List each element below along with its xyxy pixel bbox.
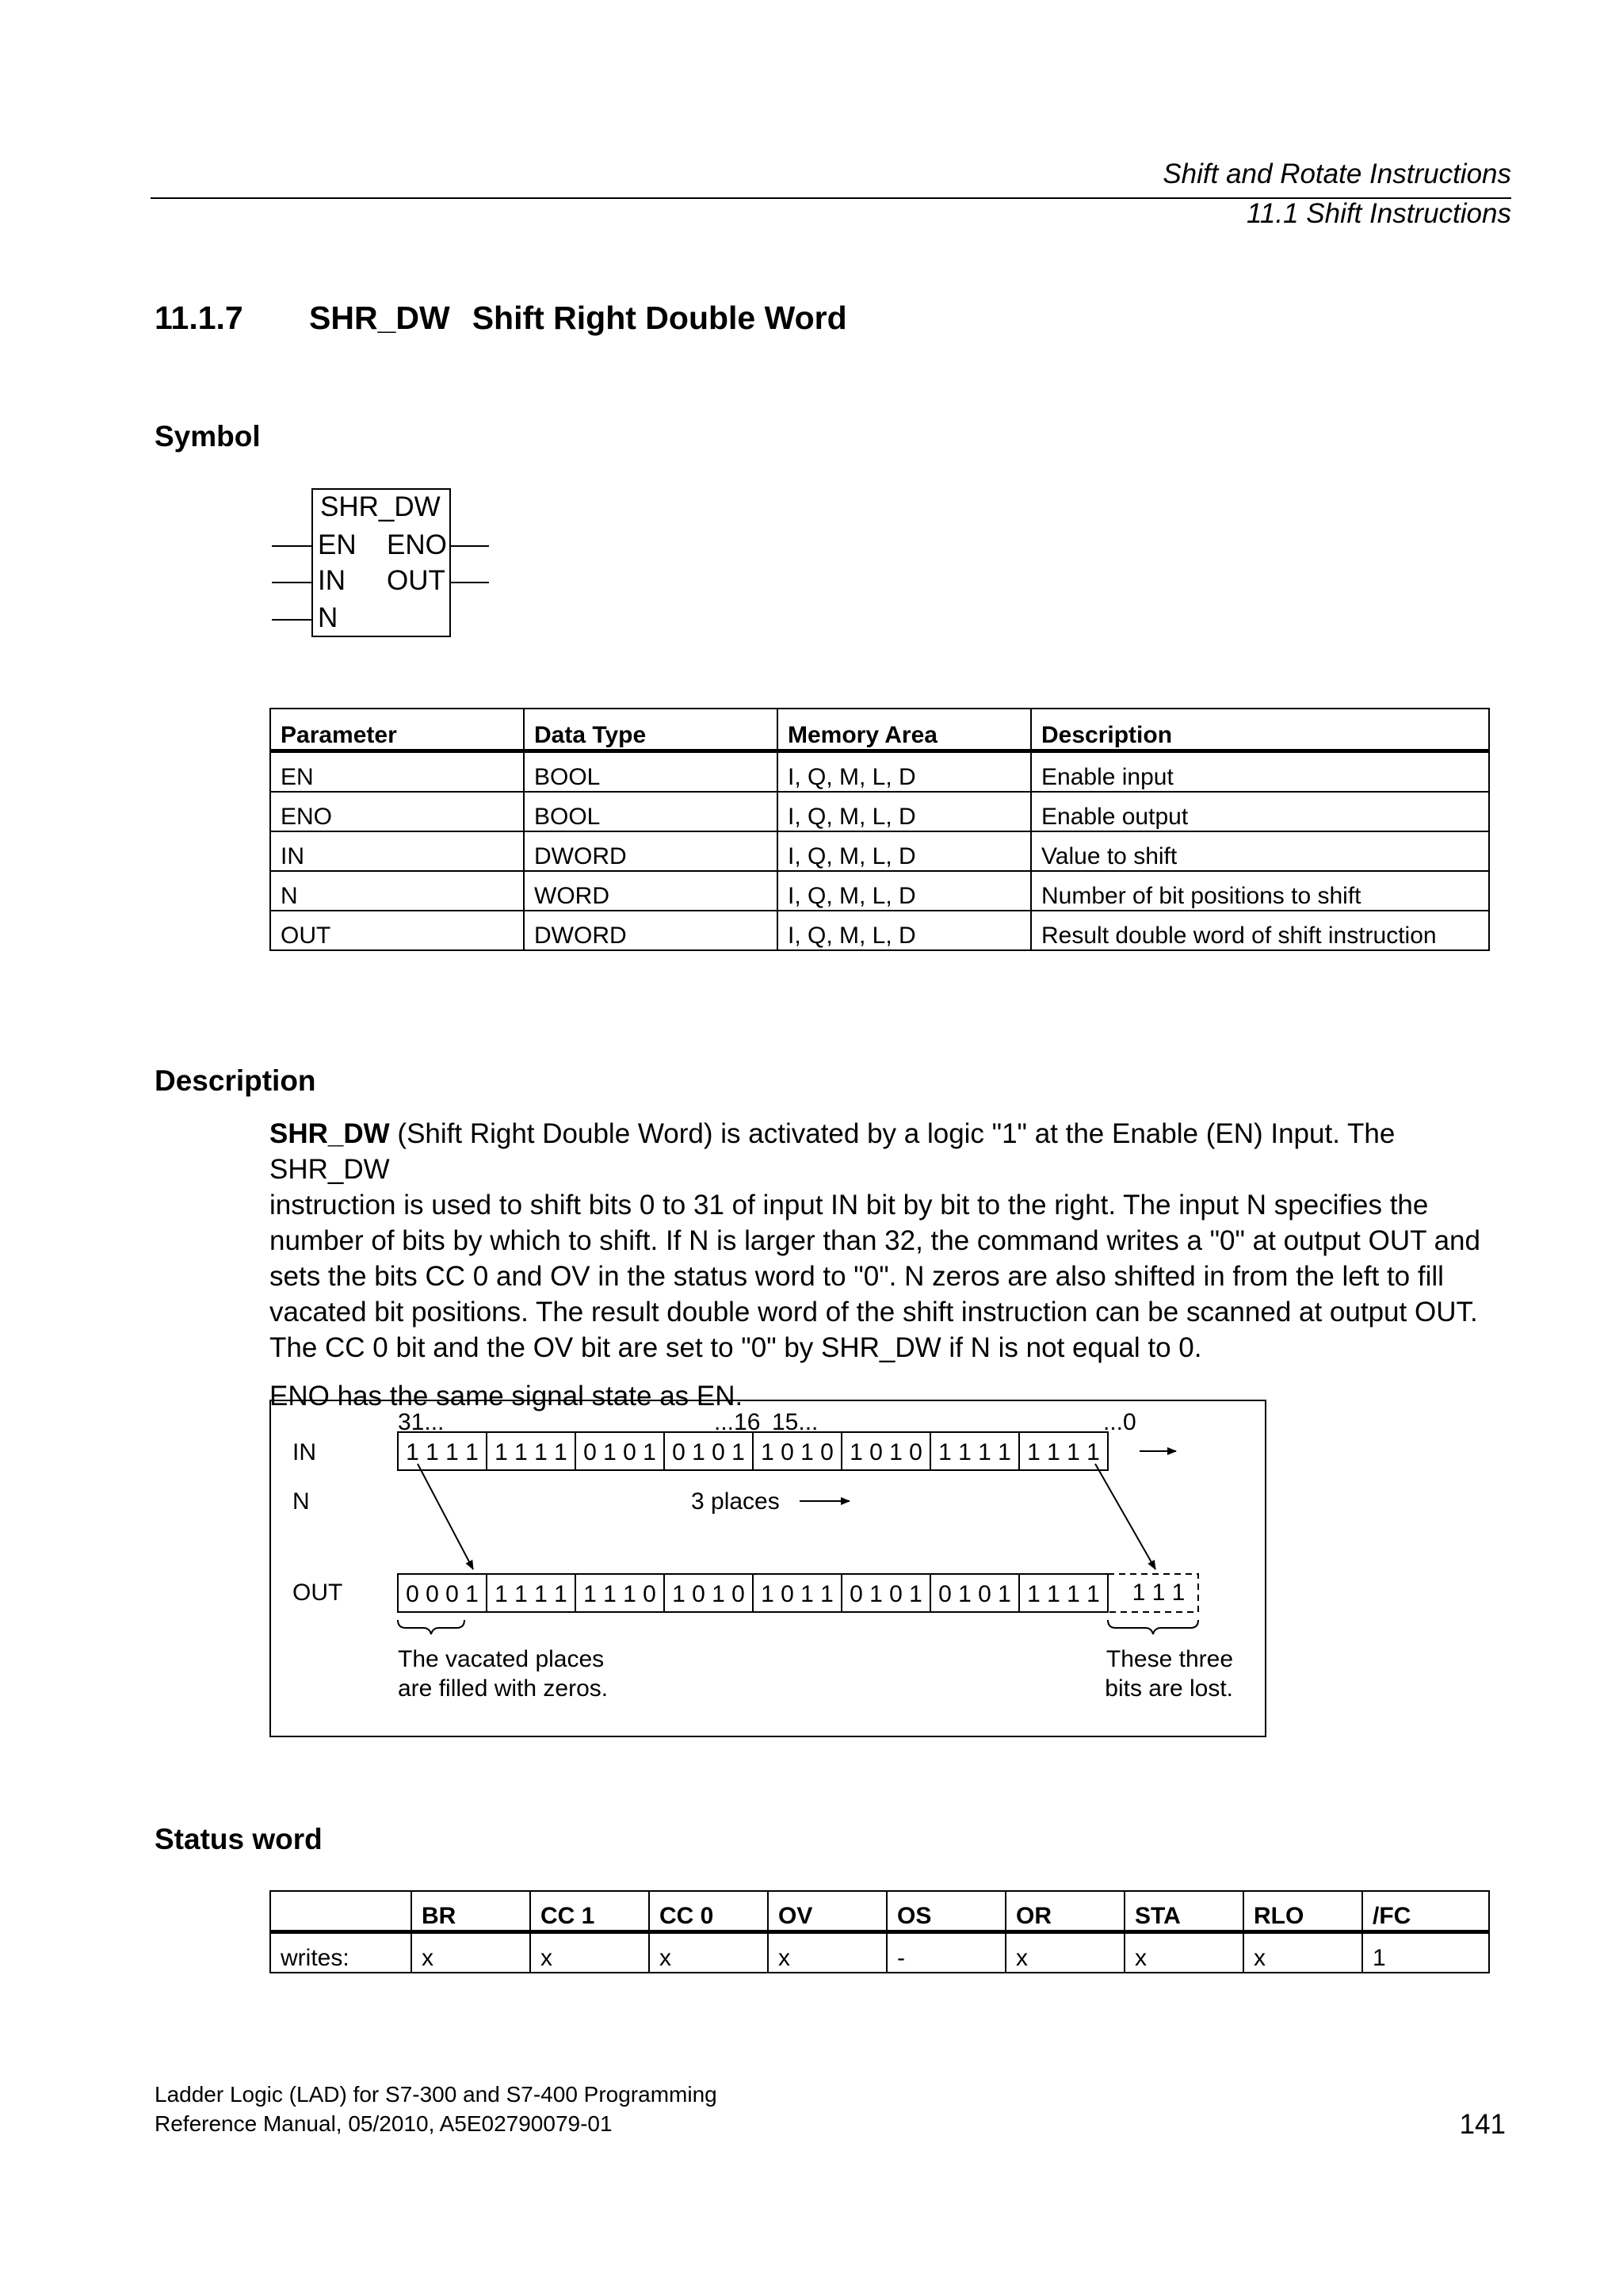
table-cell: Result double word of shift instruction — [1031, 911, 1489, 950]
table-cell: x — [1125, 1932, 1243, 1973]
table-cell: x — [530, 1932, 649, 1973]
header-section: 11.1 Shift Instructions — [1247, 198, 1511, 229]
page-number: 141 — [1459, 2109, 1506, 2140]
description-line: The CC 0 bit and the OV bit are set to "0" by SHR_DW if N is not equal to 0. — [269, 1332, 1202, 1363]
brace-lost — [1108, 1620, 1198, 1634]
table-header-row — [270, 1891, 1489, 1932]
table-header: Parameter — [270, 709, 524, 751]
footer-manual-ref: Reference Manual, 05/2010, A5E02790079-01 — [155, 2111, 613, 2136]
bit-label-31: 31... — [398, 1409, 445, 1435]
row-label-in: IN — [292, 1439, 316, 1465]
pin-en-label: EN — [318, 529, 357, 560]
table-cell: writes: — [270, 1932, 411, 1973]
description-line: instruction is used to shift bits 0 to 31 of input IN bit by bit to the right. The input N specifies the — [269, 1190, 1429, 1221]
table-header: BR — [411, 1891, 530, 1932]
bit-label-16: ...16 — [714, 1409, 761, 1435]
description-lead: SHR_DW — [269, 1118, 390, 1149]
table-cell: Enable output — [1031, 792, 1489, 831]
page-title — [155, 300, 847, 337]
shift-arrow-left — [418, 1464, 473, 1569]
table-cell: OUT — [270, 911, 524, 950]
status-word-table — [269, 1890, 1490, 1973]
pin-en-line — [272, 545, 313, 547]
pin-eno-line — [451, 545, 489, 547]
table-cell: N — [270, 871, 524, 911]
note-vacated-2: are filled with zeros. — [398, 1675, 609, 1702]
symbol-heading: Symbol — [155, 420, 261, 453]
table-cell: I, Q, M, L, D — [777, 911, 1031, 950]
description-line: vacated bit positions. The result double word of the shift instruction can be scanned at output OUT. — [269, 1297, 1478, 1328]
parameter-table — [269, 708, 1490, 951]
table-row — [270, 1932, 1489, 1973]
pin-out-label: OUT — [387, 565, 445, 596]
shift-diagram-svg — [271, 1401, 1265, 1736]
table-row — [270, 871, 1489, 911]
description-heading: Description — [155, 1064, 316, 1097]
table-cell: IN — [270, 831, 524, 871]
note-lost-1: These three — [1106, 1646, 1233, 1672]
table-cell: I, Q, M, L, D — [777, 871, 1031, 911]
table-cell: I, Q, M, L, D — [777, 831, 1031, 871]
lost-bits: 1 1 1 — [1132, 1580, 1186, 1606]
in-register-nibble: 0 1 0 1 — [672, 1439, 745, 1465]
table-header: STA — [1125, 1891, 1243, 1932]
in-register-nibble: 1 1 1 1 — [1027, 1439, 1100, 1465]
in-register-nibble: 0 1 0 1 — [583, 1439, 656, 1465]
table-row — [270, 792, 1489, 831]
table-header: CC 0 — [649, 1891, 768, 1932]
out-register — [398, 1574, 1108, 1612]
pin-out-line — [451, 582, 489, 583]
table-header: RLO — [1243, 1891, 1362, 1932]
table-cell: x — [411, 1932, 530, 1973]
out-register-nibble: 1 1 1 0 — [583, 1581, 656, 1607]
table-header: /FC — [1362, 1891, 1489, 1932]
eno-note: ENO has the same signal state as EN. — [269, 1381, 743, 1412]
table-row — [270, 751, 1489, 793]
note-lost-2: bits are lost. — [1105, 1675, 1233, 1702]
header-chapter: Shift and Rotate Instructions — [1163, 159, 1511, 189]
table-header: OV — [768, 1891, 887, 1932]
table-cell: x — [649, 1932, 768, 1973]
table-cell: EN — [270, 751, 524, 793]
pin-in-label: IN — [318, 565, 346, 596]
out-register-nibble: 1 1 1 1 — [1027, 1581, 1100, 1607]
brace-vacated — [398, 1620, 464, 1634]
table-cell: Enable input — [1031, 751, 1489, 793]
out-register-nibble: 0 0 0 1 — [406, 1581, 479, 1607]
pin-n-label: N — [318, 602, 338, 633]
table-header: CC 1 — [530, 1891, 649, 1932]
table-cell: Number of bit positions to shift — [1031, 871, 1489, 911]
in-register — [398, 1432, 1108, 1470]
description-paragraph — [269, 1116, 1514, 1366]
instruction-name: SHR_DW — [309, 300, 450, 336]
table-header: OS — [887, 1891, 1006, 1932]
table-cell: x — [1243, 1932, 1362, 1973]
table-header-row — [270, 709, 1489, 751]
pin-n-line — [272, 619, 313, 621]
row-label-out: OUT — [292, 1580, 343, 1606]
table-header: Memory Area — [777, 709, 1031, 751]
table-cell: 1 — [1362, 1932, 1489, 1973]
table-row — [270, 911, 1489, 950]
shift-diagram — [269, 1400, 1266, 1737]
description-line: number of bits by which to shift. If N is larger than 32, the command writes a "0" at output OUT and — [269, 1225, 1480, 1256]
out-register-nibble: 1 0 1 0 — [672, 1581, 745, 1607]
table-header: OR — [1006, 1891, 1125, 1932]
pin-eno-label: ENO — [387, 529, 447, 560]
shift-arrow-right — [1095, 1464, 1155, 1569]
table-cell: BOOL — [524, 792, 777, 831]
table-cell: WORD — [524, 871, 777, 911]
table-header: Description — [1031, 709, 1489, 751]
in-register-nibble: 1 0 1 0 — [761, 1439, 834, 1465]
section-number: 11.1.7 — [155, 300, 243, 336]
table-cell: - — [887, 1932, 1006, 1973]
in-register-nibble: 1 1 1 1 — [938, 1439, 1011, 1465]
table-cell: ENO — [270, 792, 524, 831]
table-cell: DWORD — [524, 911, 777, 950]
shift-amount-label: 3 places — [691, 1488, 780, 1515]
in-register-nibble: 1 1 1 1 — [406, 1439, 479, 1465]
bit-label-0: ...0 — [1103, 1409, 1136, 1435]
instruction-title: Shift Right Double Word — [472, 300, 847, 336]
in-register-nibble: 1 0 1 0 — [850, 1439, 922, 1465]
description-body — [269, 1116, 1514, 1414]
table-cell: I, Q, M, L, D — [777, 792, 1031, 831]
out-register-nibble: 1 1 1 1 — [495, 1581, 567, 1607]
row-label-n: N — [292, 1488, 310, 1515]
lad-symbol-title: SHR_DW — [320, 491, 441, 522]
table-cell: x — [768, 1932, 887, 1973]
footer-manual-title: Ladder Logic (LAD) for S7-300 and S7-400 Programming — [155, 2082, 717, 2107]
table-header — [270, 1891, 411, 1932]
in-register-nibble: 1 1 1 1 — [495, 1439, 567, 1465]
pin-in-line — [272, 582, 313, 583]
status-word-heading: Status word — [155, 1823, 323, 1855]
table-header: Data Type — [524, 709, 777, 751]
table-cell: DWORD — [524, 831, 777, 871]
table-cell: I, Q, M, L, D — [777, 751, 1031, 793]
bit-label-15: 15... — [772, 1409, 819, 1435]
table-cell: x — [1006, 1932, 1125, 1973]
out-register-nibble: 1 0 1 1 — [761, 1581, 834, 1607]
description-line: (Shift Right Double Word) is activated by a logic "1" at the Enable (EN) Input. The SHR_DW — [269, 1118, 1396, 1185]
out-register-nibble: 0 1 0 1 — [938, 1581, 1011, 1607]
table-row — [270, 831, 1489, 871]
table-cell: BOOL — [524, 751, 777, 793]
description-line: sets the bits CC 0 and OV in the status word to "0". N zeros are also shifted in from the left to fill — [269, 1261, 1444, 1292]
table-cell: Value to shift — [1031, 831, 1489, 871]
note-vacated-1: The vacated places — [398, 1646, 605, 1672]
out-register-nibble: 0 1 0 1 — [850, 1581, 922, 1607]
